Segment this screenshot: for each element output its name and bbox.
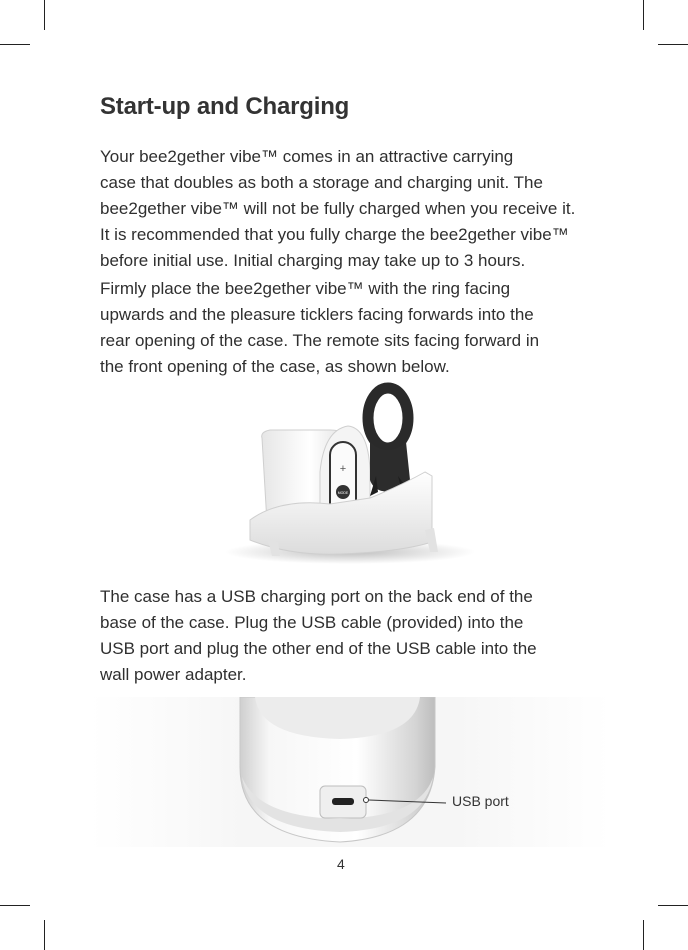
callout-dot (364, 798, 369, 803)
paragraph-intro (100, 144, 600, 274)
plus-icon: + (339, 463, 347, 475)
paragraph-line: The case has a USB charging port on the back end of the (100, 587, 533, 606)
charging-case-illustration (220, 380, 480, 570)
paragraph-line: the front opening of the case, as shown below. (100, 357, 450, 376)
paragraph-line: rear opening of the case. The remote sits facing forward in (100, 331, 540, 350)
paragraph-line: USB port and plug the other end of the USB cable into the (100, 639, 537, 658)
crop-mark (44, 920, 45, 950)
paragraph-line: It is recommended that you fully charge the bee2gether vibe™ (100, 225, 569, 244)
usb-port-icon (332, 798, 354, 805)
paragraph-line: base of the case. Plug the USB cable (provided) into the (100, 613, 524, 632)
paragraph-line: bee2gether vibe™ will not be fully charged when you receive it. (100, 199, 576, 218)
page-title: Start-up and Charging (100, 93, 350, 120)
crop-mark (643, 920, 644, 950)
paragraph-line: wall power adapter. (100, 665, 247, 684)
crop-mark (44, 0, 45, 30)
paragraph-line: upwards and the pleasure ticklers facing forwards into the (100, 305, 534, 324)
paragraph-line: Your bee2gether vibe™ comes in an attractive carrying (100, 147, 514, 166)
page-number: 4 (337, 856, 345, 872)
paragraph-line: before initial use. Initial charging may take up to 3 hours. (100, 251, 526, 270)
paragraph-placement (100, 276, 600, 380)
crop-mark (0, 905, 30, 906)
crop-mark (0, 44, 30, 45)
usb-port-label: USB port (452, 793, 509, 809)
mode-label: MODE (337, 491, 349, 495)
usb-port-illustration (90, 697, 610, 847)
crop-mark (658, 905, 688, 906)
paragraph-line: case that doubles as both a storage and charging unit. The (100, 173, 543, 192)
paragraph-usb (100, 584, 600, 688)
vibe-ring (368, 388, 408, 448)
crop-mark (658, 44, 688, 45)
crop-mark (643, 0, 644, 30)
paragraph-line: Firmly place the bee2gether vibe™ with the ring facing (100, 279, 511, 298)
